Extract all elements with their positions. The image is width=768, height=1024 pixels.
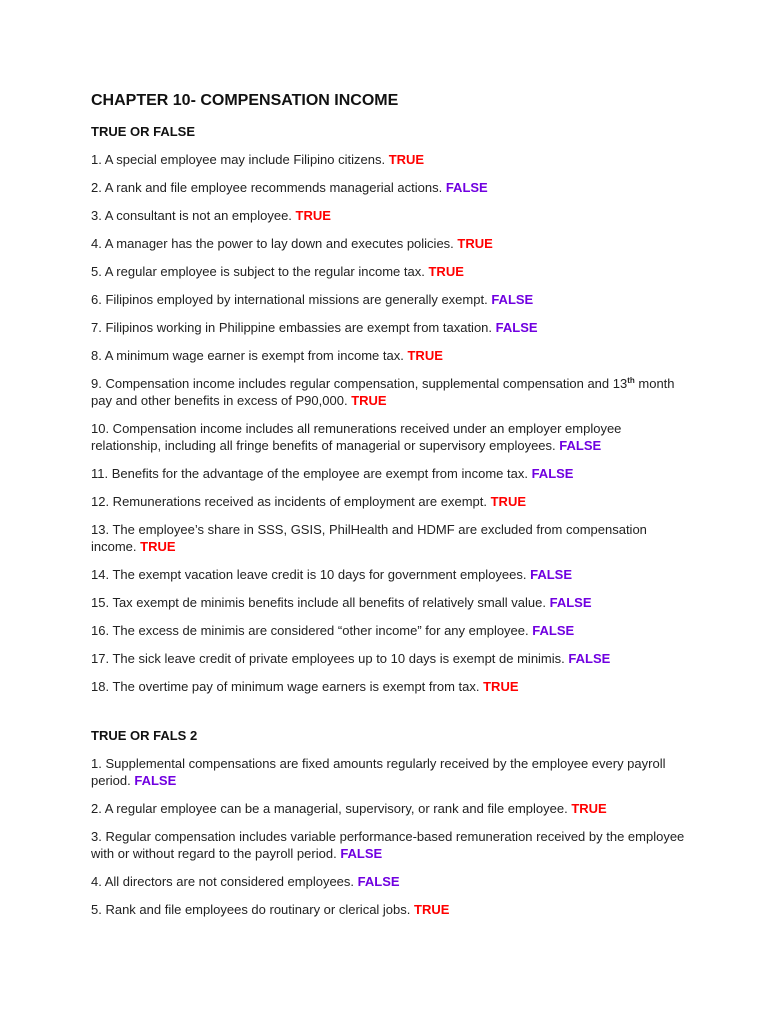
answer-label: FALSE xyxy=(357,874,400,889)
ordinal-suffix: th xyxy=(627,376,635,385)
answer-label: TRUE xyxy=(428,264,464,279)
question-item xyxy=(91,179,691,196)
answer-label: TRUE xyxy=(483,679,519,694)
answer-label: FALSE xyxy=(134,773,177,788)
answer-label: TRUE xyxy=(407,348,443,363)
question-text: 4. A manager has the power to lay down and executes policies. xyxy=(91,236,454,251)
answer-label: FALSE xyxy=(491,292,534,307)
question-text: 1. Supplemental compensations are fixed amounts regularly received by the employee every payroll period. xyxy=(91,756,666,788)
answer-label: FALSE xyxy=(568,651,611,666)
question-text-continued: month pay and other benefits in excess of P90,000. xyxy=(91,376,675,408)
question-text: 4. All directors are not considered employees. xyxy=(91,874,355,889)
question-item xyxy=(91,873,691,890)
answer-label: FALSE xyxy=(340,846,383,861)
question-text: 11. Benefits for the advantage of the employee are exempt from income tax. xyxy=(91,466,528,481)
question-item xyxy=(91,678,691,695)
answer-label: FALSE xyxy=(531,466,574,481)
answer-label: TRUE xyxy=(351,393,387,408)
question-text: 9. Compensation income includes regular compensation, supplemental compensation and 13 xyxy=(91,376,628,391)
question-text: 17. The sick leave credit of private employees up to 10 days is exempt de minimis. xyxy=(91,651,565,666)
question-text: 12. Remunerations received as incidents of employment are exempt. xyxy=(91,494,487,509)
question-text: 16. The excess de minimis are considered “other income” for any employee. xyxy=(91,623,529,638)
question-text: 7. Filipinos working in Philippine embassies are exempt from taxation. xyxy=(91,320,493,335)
question-item xyxy=(91,235,691,252)
question-text: 6. Filipinos employed by international missions are generally exempt. xyxy=(91,292,488,307)
question-text: 8. A minimum wage earner is exempt from income tax. xyxy=(91,348,404,363)
question-text: 14. The exempt vacation leave credit is 10 days for government employees. xyxy=(91,567,527,582)
question-text: 2. A rank and file employee recommends managerial actions. xyxy=(91,180,443,195)
section-heading: TRUE OR FALSE xyxy=(91,124,196,139)
question-text: 18. The overtime pay of minimum wage earners is exempt from tax. xyxy=(91,679,480,694)
answer-label: TRUE xyxy=(140,539,176,554)
answer-label: FALSE xyxy=(532,623,575,638)
answer-label: FALSE xyxy=(549,595,592,610)
answer-label: FALSE xyxy=(445,180,488,195)
question-text: 5. Rank and file employees do routinary or clerical jobs. xyxy=(91,902,411,917)
question-item xyxy=(91,151,691,168)
question-item xyxy=(91,650,691,667)
question-text: 13. The employee’s share in SSS, GSIS, PhilHealth and HDMF are excluded from compensation income. xyxy=(91,522,647,554)
question-item xyxy=(91,420,691,454)
answer-label: TRUE xyxy=(571,801,607,816)
question-text: 3. Regular compensation includes variable performance-based remuneration received by the employee with or without regard to the payroll period. xyxy=(91,829,685,861)
question-text: 2. A regular employee can be a managerial, supervisory, or rank and file employee. xyxy=(91,801,568,816)
chapter-title: CHAPTER 10- COMPENSATION INCOME xyxy=(91,92,399,109)
answer-label: TRUE xyxy=(490,494,526,509)
question-item xyxy=(91,828,691,862)
question-item xyxy=(91,622,691,639)
question-item xyxy=(91,566,691,583)
question-item xyxy=(91,800,691,817)
question-text: 5. A regular employee is subject to the regular income tax. xyxy=(91,264,425,279)
question-item xyxy=(91,207,691,224)
answer-label: TRUE xyxy=(388,152,425,167)
question-text: 1. A special employee may include Filipino citizens. xyxy=(91,152,386,167)
question-item xyxy=(91,465,691,482)
question-item xyxy=(91,319,691,336)
answer-label: TRUE xyxy=(295,208,331,223)
question-item xyxy=(91,901,691,918)
question-item xyxy=(91,521,691,555)
question-sections xyxy=(91,124,691,918)
question-text: 3. A consultant is not an employee. xyxy=(91,208,292,223)
question-item xyxy=(91,493,691,510)
question-text: 10. Compensation income includes all remunerations received under an employer employee relationship, including all fringe benefits of managerial or supervisory employees. xyxy=(91,421,622,453)
answer-label: FALSE xyxy=(530,567,573,582)
question-item xyxy=(91,755,691,789)
question-text: 15. Tax exempt de minimis benefits include all benefits of relatively small value. xyxy=(91,595,546,610)
question-item xyxy=(91,594,691,611)
document-content xyxy=(91,92,691,929)
answer-label: TRUE xyxy=(457,236,493,251)
section-heading: TRUE OR FALS 2 xyxy=(91,728,198,743)
answer-label: FALSE xyxy=(495,320,538,335)
question-item xyxy=(91,347,691,364)
question-item xyxy=(91,375,691,409)
question-item xyxy=(91,263,691,280)
answer-label: TRUE xyxy=(414,902,450,917)
question-item xyxy=(91,291,691,308)
answer-label: FALSE xyxy=(559,438,602,453)
